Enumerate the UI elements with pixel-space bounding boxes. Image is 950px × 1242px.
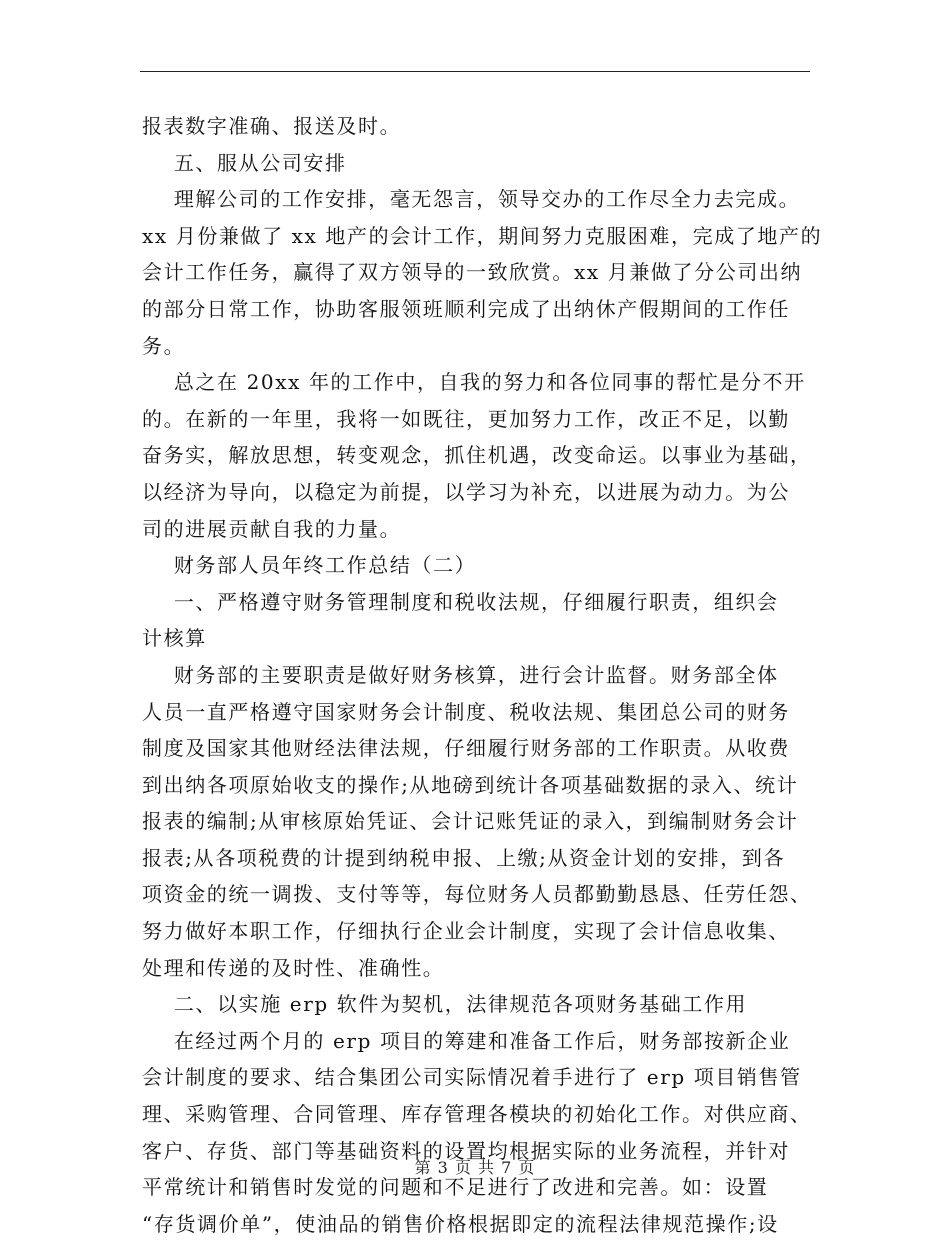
text-line: xx 月份兼做了 xx 地产的会计工作，期间努力克服困难，完成了地产的 xyxy=(142,223,823,248)
text-line: 人员一直严格遵守国家财务会计制度、税收法规、集团总公司的财务 xyxy=(142,699,790,724)
document-body xyxy=(142,108,823,1242)
text-line: 在经过两个月的 erp 项目的筹建和准备工作后，财务部按新企业 xyxy=(142,1028,791,1053)
text-line: 项资金的统一调拨、支付等等，每位财务人员都勤勤恳恳、任劳任怨、 xyxy=(142,882,812,907)
text-line: 总之在 20xx 年的工作中，自我的努力和各位同事的帮忙是分不开 xyxy=(142,370,806,395)
text-line: 以经济为导向，以稳定为前提，以学习为补充，以进展为动力。为公 xyxy=(142,479,790,504)
text-line: 财务部的主要职责是做好财务核算，进行会计监督。财务部全体 xyxy=(142,662,779,687)
text-line: 司的进展贡献自我的力量。 xyxy=(142,516,402,541)
page-footer: 第 3 页 共 7 页 xyxy=(414,1158,536,1177)
text-line: “存货调价单”，使油品的销售价格根据即定的流程法律规范操作;设 xyxy=(142,1211,779,1236)
text-line: 报表;从各项税费的计提到纳税申报、上缴;从资金计划的安排，到各 xyxy=(142,845,786,870)
text-line: 务。 xyxy=(142,333,186,358)
text-line: 报表数字准确、报送及时。 xyxy=(142,114,402,138)
text-line: 平常统计和销售时发觉的问题和不足进行了改进和完善。如：设置 xyxy=(142,1175,769,1200)
text-line: 财务部人员年终工作总结（二） xyxy=(142,553,477,578)
text-line: 奋务实，解放思想，转变观念，抓住机遇，改变命运。以事业为基础， xyxy=(142,443,812,468)
text-line: 二、以实施 erp 软件为契机，法律规范各项财务基础工作用 xyxy=(142,992,748,1017)
text-line: 努力做好本职工作，仔细执行企业会计制度，实现了会计信息收集、 xyxy=(142,919,790,944)
text-line: 理、采购管理、合同管理、库存管理各模块的初始化工作。对供应商、 xyxy=(142,1102,812,1127)
text-line: 的部分日常工作，协助客服领班顺利完成了出纳休产假期间的工作任 xyxy=(142,296,790,321)
text-line: 会计制度的要求、结合集团公司实际情况着手进行了 erp 项目销售管 xyxy=(142,1065,802,1090)
text-line: 会计工作任务，赢得了双方领导的一致欣赏。xx 月兼做了分公司出纳 xyxy=(142,260,803,285)
text-line: 五、服从公司安排 xyxy=(142,150,347,175)
text-line: 理解公司的工作安排，毫无怨言，领导交办的工作尽全力去完成。 xyxy=(142,187,801,212)
text-line: 处理和传递的及时性、准确性。 xyxy=(142,955,445,980)
text-line: 计核算 xyxy=(142,626,207,651)
text-line: 到出纳各项原始收支的操作;从地磅到统计各项基础数据的录入、统计 xyxy=(142,772,799,797)
header-rule xyxy=(140,71,810,72)
text-line: 客户、存货、部门等基础资料的设置均根据实际的业务流程，并针对 xyxy=(142,1138,790,1163)
text-line: 制度及国家其他财经法律法规，仔细履行财务部的工作职责。从收费 xyxy=(142,736,790,761)
text-line: 报表的编制;从审核原始凭证、会计记账凭证的录入，到编制财务会计 xyxy=(142,809,799,834)
text-line: 一、严格遵守财务管理制度和税收法规，仔细履行职责，组织会 xyxy=(142,589,779,614)
text-line: 的。在新的一年里，我将一如既往，更加努力工作，改正不足，以勤 xyxy=(142,406,790,431)
